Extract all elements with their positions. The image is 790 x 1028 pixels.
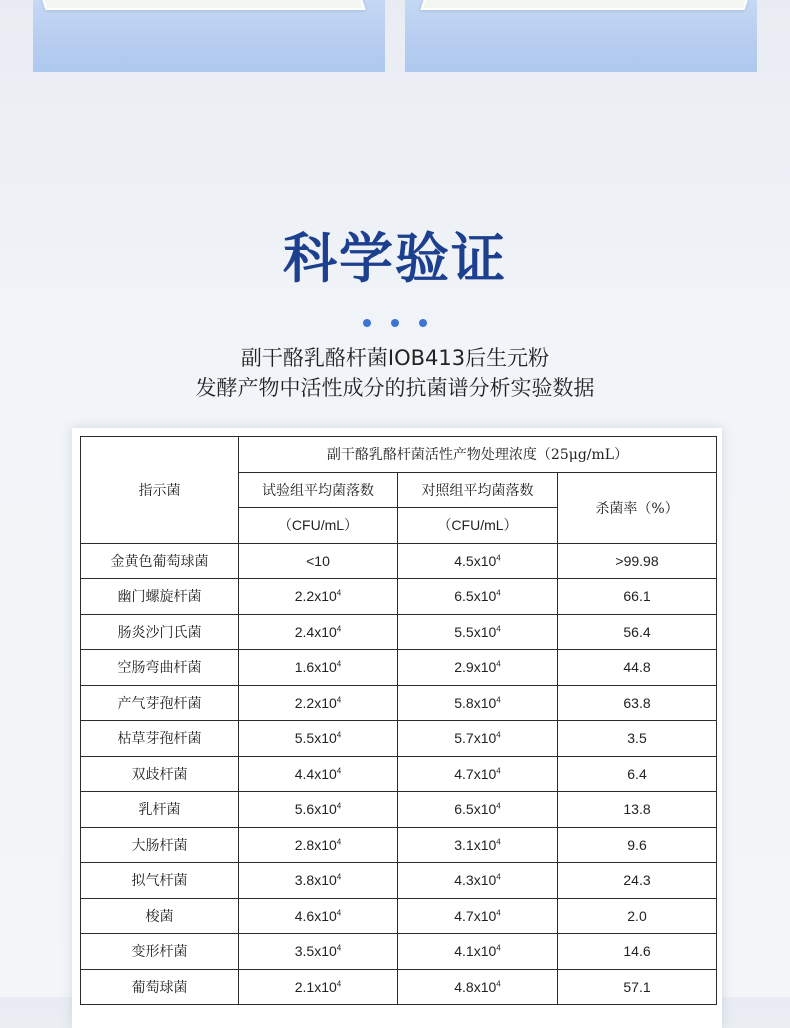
kill-rate <box>558 650 717 686</box>
kill-rate-value: 63.8 <box>623 694 651 711</box>
kill-rate-value: >99.98 <box>615 552 659 569</box>
table-row <box>81 579 717 615</box>
test-count <box>239 650 398 686</box>
test-count-value: 4.6x10 <box>294 907 337 924</box>
control-count-exponent: 4 <box>496 837 501 847</box>
test-count <box>239 543 398 579</box>
test-count-value: 2.2x10 <box>294 694 337 711</box>
title-dots <box>0 312 790 331</box>
test-count-value: 5.6x10 <box>294 801 337 818</box>
test-count <box>239 898 398 934</box>
test-count-value: <10 <box>306 552 330 569</box>
test-count-value: 2.8x10 <box>294 836 337 853</box>
test-count-value: 2.2x10 <box>294 588 337 605</box>
group-header: 副干酪乳酪杆菌活性产物处理浓度（25μg/mL） <box>239 437 717 473</box>
table-row <box>81 863 717 899</box>
control-count-exponent: 4 <box>496 872 501 882</box>
indicator-name-value: 梭菌 <box>145 908 174 925</box>
test-count-value: 2.4x10 <box>294 623 337 640</box>
indicator-name-value: 变形杆菌 <box>131 944 188 961</box>
test-count-value: 4.4x10 <box>294 765 337 782</box>
control-count-value: 5.8x10 <box>454 694 497 711</box>
test-count-value: 3.8x10 <box>294 872 337 889</box>
control-count <box>398 721 558 757</box>
indicator-name <box>81 579 239 615</box>
control-count-exponent: 4 <box>496 553 501 563</box>
control-col-header-line2: （CFU/mL） <box>398 508 558 544</box>
test-count <box>239 721 398 757</box>
indicator-name <box>81 756 239 792</box>
test-count <box>239 863 398 899</box>
kill-rate-value: 13.8 <box>623 801 651 818</box>
indicator-name <box>81 969 239 1005</box>
control-count <box>398 543 558 579</box>
control-count-value: 2.9x10 <box>454 659 497 676</box>
test-count-exponent: 4 <box>336 730 342 740</box>
test-count-value: 1.6x10 <box>294 659 337 676</box>
control-count-value: 6.5x10 <box>454 801 497 818</box>
control-count-value: 4.7x10 <box>454 907 497 924</box>
table-row <box>81 934 717 970</box>
test-count-exponent: 4 <box>336 801 342 811</box>
control-count-value: 4.8x10 <box>454 978 497 995</box>
test-count-exponent: 4 <box>336 908 342 918</box>
indicator-name-value: 大肠杆菌 <box>131 837 188 854</box>
control-count <box>398 685 558 721</box>
kill-rate <box>558 756 717 792</box>
dot-1 <box>363 319 371 327</box>
control-count-exponent: 4 <box>496 766 501 776</box>
kill-rate <box>558 898 717 934</box>
kill-rate-value: 2.0 <box>627 907 647 924</box>
test-count-exponent: 4 <box>336 837 342 847</box>
table-panel <box>72 428 722 1028</box>
table-row <box>81 650 717 686</box>
kill-rate <box>558 863 717 899</box>
control-count-value: 4.1x10 <box>454 943 497 960</box>
control-count-exponent: 4 <box>496 659 501 669</box>
test-count-exponent: 4 <box>336 979 342 989</box>
kill-rate-value: 24.3 <box>623 872 651 889</box>
indicator-name-value: 葡萄球菌 <box>131 979 188 996</box>
control-count <box>398 650 558 686</box>
control-count <box>398 792 558 828</box>
control-count <box>398 969 558 1005</box>
indicator-name-value: 空肠弯曲杆菌 <box>117 660 202 677</box>
table-row <box>81 827 717 863</box>
table-row <box>81 685 717 721</box>
test-count <box>239 614 398 650</box>
test-count <box>239 579 398 615</box>
control-count-value: 3.1x10 <box>454 836 497 853</box>
kill-rate-value: 44.8 <box>623 659 651 676</box>
test-count-value: 5.5x10 <box>294 730 337 747</box>
table-row <box>81 756 717 792</box>
kill-rate <box>558 614 717 650</box>
control-count-exponent: 4 <box>496 695 501 705</box>
subtitle-line-1: 副干酪乳酪杆菌IOB413后生元粉 <box>240 346 550 370</box>
kill-rate <box>558 934 717 970</box>
indicator-name <box>81 863 239 899</box>
test-count-exponent: 4 <box>336 943 342 953</box>
indicator-name <box>81 792 239 828</box>
dot-2 <box>391 319 399 327</box>
kill-rate <box>558 721 717 757</box>
test-count-exponent: 4 <box>336 659 342 669</box>
table-header-row-1 <box>81 437 717 473</box>
test-count <box>239 756 398 792</box>
kill-rate-value: 9.6 <box>627 836 647 853</box>
test-count <box>239 827 398 863</box>
indicator-name <box>81 543 239 579</box>
dot-3 <box>419 319 427 327</box>
subtitle-line-2: 发酵产物中活性成分的抗菌谱分析实验数据 <box>195 376 595 400</box>
kill-rate-value: 6.4 <box>627 765 647 782</box>
section-title: 科学验证 <box>283 227 507 290</box>
control-count <box>398 898 558 934</box>
kill-rate <box>558 792 717 828</box>
control-count <box>398 579 558 615</box>
table-row <box>81 721 717 757</box>
test-count-value: 3.5x10 <box>294 943 337 960</box>
indicator-name-value: 幽门螺旋杆菌 <box>117 589 202 606</box>
indicator-name <box>81 934 239 970</box>
indicator-name-value: 乳杆菌 <box>138 802 181 819</box>
indicator-name-value: 枯草芽孢杆菌 <box>117 731 202 748</box>
test-count-exponent: 4 <box>336 588 342 598</box>
test-count-exponent: 4 <box>336 624 342 634</box>
card-left-frame <box>40 0 365 10</box>
control-count-value: 4.7x10 <box>454 765 497 782</box>
control-count <box>398 756 558 792</box>
antibacterial-table <box>80 436 717 1005</box>
control-count-value: 4.5x10 <box>454 552 497 569</box>
kill-rate <box>558 579 717 615</box>
kill-rate <box>558 543 717 579</box>
indicator-header: 指示菌 <box>81 437 239 544</box>
control-count-exponent: 4 <box>496 588 501 598</box>
control-count-exponent: 4 <box>496 624 501 634</box>
indicator-name-value: 肠炎沙门氏菌 <box>117 624 202 641</box>
kill-rate-header: 杀菌率（%） <box>558 472 717 543</box>
indicator-name-value: 拟气杆菌 <box>131 873 188 890</box>
indicator-name-value: 金黄色葡萄球菌 <box>110 553 209 570</box>
test-count <box>239 969 398 1005</box>
kill-rate-value: 57.1 <box>623 978 651 995</box>
test-count-value: 2.1x10 <box>294 978 337 995</box>
kill-rate-value: 56.4 <box>623 623 651 640</box>
control-count-exponent: 4 <box>496 943 501 953</box>
indicator-name-value: 产气芽孢杆菌 <box>117 695 202 712</box>
control-count-exponent: 4 <box>496 730 501 740</box>
table-row <box>81 614 717 650</box>
card-right-frame <box>420 0 749 10</box>
kill-rate-value: 3.5 <box>627 730 647 747</box>
control-count-value: 5.7x10 <box>454 730 497 747</box>
indicator-name <box>81 614 239 650</box>
kill-rate-value: 66.1 <box>623 588 651 605</box>
test-count-exponent: 4 <box>336 766 342 776</box>
control-count <box>398 614 558 650</box>
table-row <box>81 898 717 934</box>
control-count <box>398 934 558 970</box>
indicator-name <box>81 827 239 863</box>
test-count <box>239 934 398 970</box>
control-count-exponent: 4 <box>496 979 501 989</box>
kill-rate <box>558 827 717 863</box>
indicator-name <box>81 650 239 686</box>
test-count <box>239 792 398 828</box>
table-row <box>81 969 717 1005</box>
control-count-value: 6.5x10 <box>454 588 497 605</box>
control-col-header-line1: 对照组平均菌落数 <box>398 472 558 508</box>
indicator-name-value: 双歧杆菌 <box>131 766 188 783</box>
top-card-right <box>405 0 757 72</box>
test-col-header-line1: 试验组平均菌落数 <box>239 472 398 508</box>
indicator-name <box>81 721 239 757</box>
table-row <box>81 543 717 579</box>
table-row <box>81 792 717 828</box>
test-count <box>239 685 398 721</box>
control-count-exponent: 4 <box>496 908 501 918</box>
control-count-exponent: 4 <box>496 801 501 811</box>
test-count-exponent: 4 <box>336 695 342 705</box>
test-count-exponent: 4 <box>336 872 342 882</box>
kill-rate-value: 14.6 <box>623 943 651 960</box>
kill-rate <box>558 685 717 721</box>
top-card-left <box>33 0 385 72</box>
indicator-name <box>81 898 239 934</box>
indicator-name <box>81 685 239 721</box>
control-count-value: 4.3x10 <box>454 872 497 889</box>
kill-rate <box>558 969 717 1005</box>
control-count <box>398 863 558 899</box>
control-count-value: 5.5x10 <box>454 623 497 640</box>
control-count <box>398 827 558 863</box>
test-col-header-line2: （CFU/mL） <box>239 508 398 544</box>
